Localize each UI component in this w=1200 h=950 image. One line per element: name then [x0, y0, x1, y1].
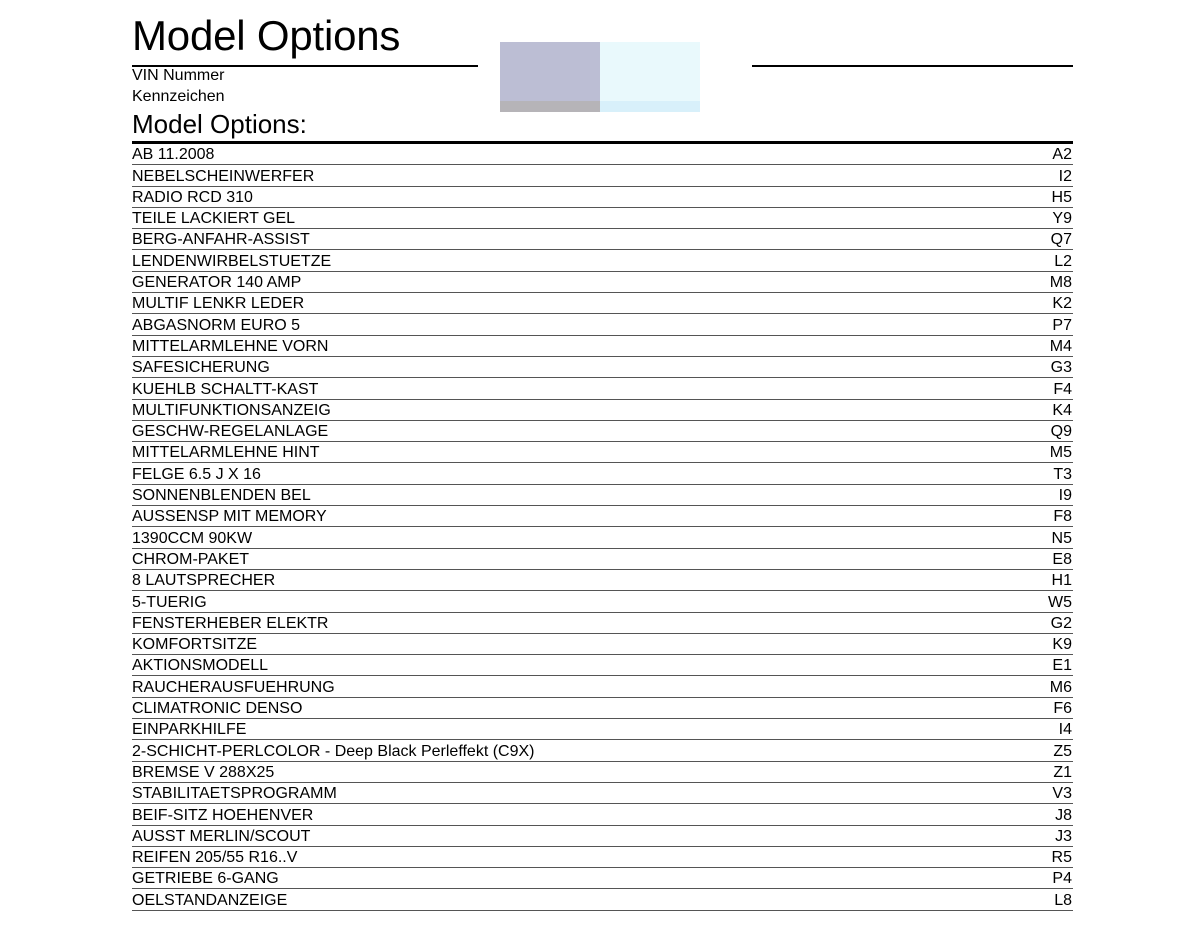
option-code: H1: [1051, 572, 1072, 590]
option-row: [132, 613, 1073, 634]
option-name: TEILE LACKIERT GEL: [132, 210, 296, 228]
option-code: H5: [1051, 188, 1072, 206]
option-row: [132, 272, 1073, 293]
redaction-block-right: [600, 42, 700, 112]
option-code: E1: [1052, 657, 1072, 675]
option-name: LENDENWIRBELSTUETZE: [132, 252, 332, 270]
option-row: [132, 634, 1073, 655]
option-code: G3: [1050, 359, 1072, 377]
option-name: SAFESICHERUNG: [132, 359, 270, 377]
option-row: [132, 549, 1073, 570]
option-row: [132, 676, 1073, 697]
option-name: BERG-ANFAHR-ASSIST: [132, 231, 310, 249]
option-code: Q9: [1050, 423, 1072, 441]
option-code: I4: [1058, 721, 1072, 739]
option-code: Z1: [1053, 763, 1072, 781]
options-list: [132, 144, 1073, 911]
plate-label: Kennzeichen: [132, 88, 225, 105]
option-code: F4: [1053, 380, 1072, 398]
option-code: N5: [1051, 529, 1072, 547]
redaction-strip-left: [500, 101, 600, 112]
option-row: [132, 527, 1073, 548]
option-row: [132, 485, 1073, 506]
option-row: [132, 719, 1073, 740]
option-code: E8: [1052, 550, 1072, 568]
option-name: AUSST MERLIN/SCOUT: [132, 827, 311, 845]
option-name: REIFEN 205/55 R16..V: [132, 849, 298, 867]
option-name: EINPARKHILFE: [132, 721, 247, 739]
option-row: [132, 591, 1073, 612]
option-name: KUEHLB SCHALTT-KAST: [132, 380, 319, 398]
option-row: [132, 314, 1073, 335]
option-row: [132, 762, 1073, 783]
option-code: T3: [1053, 465, 1072, 483]
option-name: CLIMATRONIC DENSO: [132, 700, 303, 718]
option-row: [132, 826, 1073, 847]
option-code: Y9: [1052, 210, 1072, 228]
option-name: GESCHW-REGELANLAGE: [132, 423, 329, 441]
option-name: AKTIONSMODELL: [132, 657, 269, 675]
option-code: F6: [1053, 700, 1072, 718]
option-name: AB 11.2008: [132, 146, 215, 164]
redaction-block-left: [500, 42, 600, 112]
option-name: 1390CCM 90KW: [132, 529, 253, 547]
option-row: [132, 889, 1073, 910]
option-code: Z5: [1053, 742, 1072, 760]
option-name: RADIO RCD 310: [132, 188, 253, 206]
option-code: P4: [1052, 870, 1072, 888]
option-code: A2: [1052, 146, 1072, 164]
option-row: [132, 293, 1073, 314]
option-code: J3: [1055, 827, 1072, 845]
option-row: [132, 378, 1073, 399]
option-row: [132, 165, 1073, 186]
option-name: GETRIEBE 6-GANG: [132, 870, 279, 888]
option-name: CHROM-PAKET: [132, 550, 250, 568]
option-code: M8: [1049, 274, 1072, 292]
option-row: [132, 442, 1073, 463]
option-code: L8: [1054, 891, 1072, 909]
option-row: [132, 698, 1073, 719]
option-row: [132, 506, 1073, 527]
option-row: [132, 847, 1073, 868]
vin-label: VIN Nummer: [132, 67, 225, 84]
option-row: [132, 229, 1073, 250]
option-name: FELGE 6.5 J X 16: [132, 465, 261, 483]
option-name: AUSSENSP MIT MEMORY: [132, 508, 327, 526]
option-name: ABGASNORM EURO 5: [132, 316, 301, 334]
option-row: [132, 357, 1073, 378]
page-title: Model Options: [132, 12, 401, 59]
option-row: [132, 740, 1073, 761]
option-code: M6: [1049, 678, 1072, 696]
option-code: K4: [1052, 401, 1072, 419]
option-row: [132, 187, 1073, 208]
option-name: SONNENBLENDEN BEL: [132, 487, 311, 505]
option-code: L2: [1054, 252, 1072, 270]
header-rule-right: [752, 65, 1073, 67]
option-row: [132, 336, 1073, 357]
option-row: [132, 250, 1073, 271]
option-code: K2: [1052, 295, 1072, 313]
option-name: 2-SCHICHT-PERLCOLOR - Deep Black Perleffekt (C9X): [132, 742, 535, 760]
section-title: Model Options:: [132, 109, 307, 139]
option-name: MITTELARMLEHNE HINT: [132, 444, 320, 462]
option-name: 5-TUERIG: [132, 593, 207, 611]
option-code: W5: [1048, 593, 1072, 611]
option-code: R5: [1051, 849, 1072, 867]
option-code: J8: [1055, 806, 1072, 824]
option-code: F8: [1053, 508, 1072, 526]
option-name: STABILITAETSPROGRAMM: [132, 785, 337, 803]
option-code: K9: [1052, 636, 1072, 654]
option-code: M5: [1049, 444, 1072, 462]
option-code: I2: [1058, 167, 1072, 185]
option-row: [132, 400, 1073, 421]
option-code: P7: [1052, 316, 1072, 334]
option-code: M4: [1049, 337, 1072, 355]
option-name: MITTELARMLEHNE VORN: [132, 337, 329, 355]
option-row: [132, 570, 1073, 591]
option-code: V3: [1052, 785, 1072, 803]
option-name: 8 LAUTSPRECHER: [132, 572, 276, 590]
option-code: G2: [1050, 614, 1072, 632]
option-row: [132, 655, 1073, 676]
option-row: [132, 421, 1073, 442]
option-row: [132, 783, 1073, 804]
option-row: [132, 804, 1073, 825]
option-row: [132, 868, 1073, 889]
redaction-strip-right: [600, 101, 700, 112]
option-name: RAUCHERAUSFUEHRUNG: [132, 678, 335, 696]
option-name: MULTIF LENKR LEDER: [132, 295, 305, 313]
option-name: KOMFORTSITZE: [132, 636, 258, 654]
option-row: [132, 208, 1073, 229]
option-name: FENSTERHEBER ELEKTR: [132, 614, 329, 632]
option-name: NEBELSCHEINWERFER: [132, 167, 315, 185]
option-row: [132, 144, 1073, 165]
option-name: BEIF-SITZ HOEHENVER: [132, 806, 314, 824]
option-name: BREMSE V 288X25: [132, 763, 275, 781]
option-code: Q7: [1050, 231, 1072, 249]
option-name: GENERATOR 140 AMP: [132, 274, 302, 292]
option-code: I9: [1058, 487, 1072, 505]
option-name: MULTIFUNKTIONSANZEIG: [132, 401, 331, 419]
option-row: [132, 463, 1073, 484]
option-name: OELSTANDANZEIGE: [132, 891, 288, 909]
